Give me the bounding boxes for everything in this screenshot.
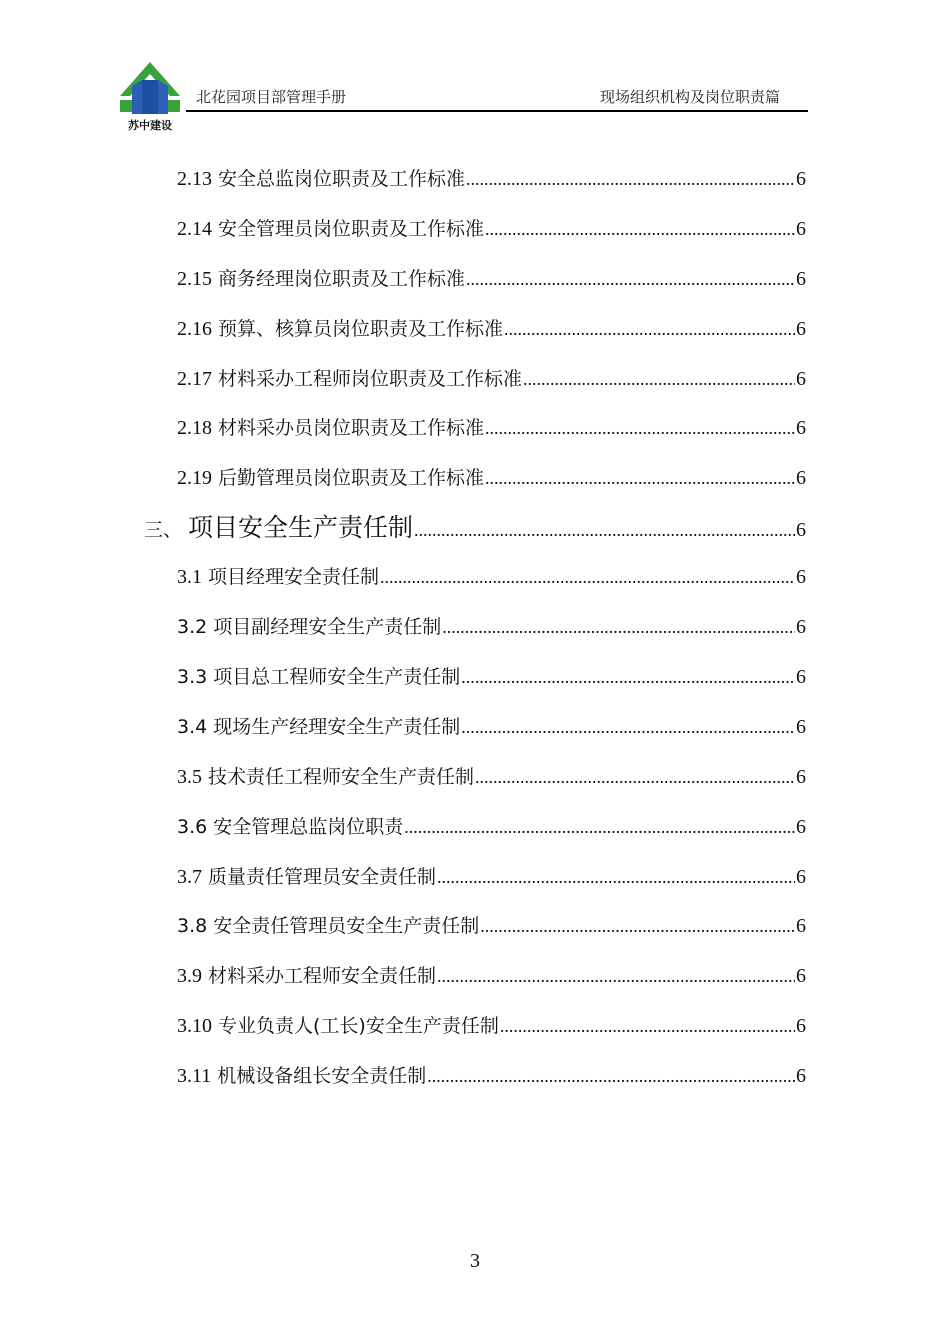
- toc-entry-title: 技术责任工程师安全生产责任制: [208, 766, 475, 788]
- svg-text:苏中建设: 苏中建设: [128, 119, 172, 132]
- toc-dot-leader: [404, 814, 795, 840]
- toc-entry[interactable]: [177, 465, 806, 491]
- toc-entry[interactable]: [177, 714, 806, 740]
- toc-dot-leader: [427, 1063, 795, 1089]
- toc-entry-page: 6: [796, 368, 806, 390]
- page-number: 3: [470, 1250, 480, 1272]
- header-manual-title: 北花园项目部管理手册: [196, 88, 347, 106]
- company-logo: [112, 56, 188, 134]
- toc-entry-page: 6: [796, 519, 806, 541]
- toc-entry-page: 6: [796, 467, 806, 489]
- toc-entry[interactable]: [177, 1013, 806, 1039]
- toc-dot-leader: [466, 166, 795, 192]
- toc-entry-number: 3.8: [177, 915, 208, 937]
- toc-dot-leader: [466, 266, 795, 292]
- toc-entry-page: 6: [796, 965, 806, 987]
- toc-entry-page: 6: [796, 616, 806, 638]
- toc-entry-title: 项目安全生产责任制: [188, 513, 414, 542]
- toc-entry-number: 3.5: [177, 766, 202, 788]
- toc-entry-title: 机械设备组长安全责任制: [217, 1065, 427, 1087]
- toc-entry-title: 项目副经理安全生产责任制: [213, 616, 442, 638]
- toc-entry-number: 2.17: [177, 368, 212, 390]
- toc-entry-page: 6: [796, 666, 806, 688]
- toc-entry-number: 2.18: [177, 417, 212, 439]
- toc-entry[interactable]: [177, 366, 806, 392]
- toc-dot-leader: [461, 714, 795, 740]
- toc-entry-number: 3.6: [177, 816, 208, 838]
- toc-dot-leader: [485, 465, 795, 491]
- toc-entry-title: 安全总监岗位职责及工作标准: [218, 168, 466, 190]
- toc-entry-number: 3.2: [177, 616, 208, 638]
- toc-entry-number: 2.14: [177, 218, 212, 240]
- toc-entry-number: 2.16: [177, 318, 212, 340]
- toc-entry-number: 3.1: [177, 566, 202, 588]
- toc-dot-leader: [414, 514, 795, 546]
- toc-dot-leader: [461, 664, 795, 690]
- toc-entry-page: 6: [796, 417, 806, 439]
- toc-dot-leader: [500, 1013, 795, 1039]
- toc-entry-number: 3.4: [177, 716, 208, 738]
- toc-dot-leader: [380, 564, 795, 590]
- toc-dot-leader: [480, 913, 795, 939]
- toc-entry-number: 3.10: [177, 1015, 212, 1037]
- toc-dot-leader: [437, 963, 795, 989]
- toc-dot-leader: [475, 764, 795, 790]
- toc-entry-title: 现场生产经理安全生产责任制: [213, 716, 461, 738]
- toc-entry-page: 6: [796, 1015, 806, 1037]
- toc-entry-page: 6: [796, 566, 806, 588]
- toc-entry-title: 材料采办工程师安全责任制: [208, 965, 437, 987]
- toc-entry[interactable]: [177, 913, 806, 939]
- toc-entry-title: 安全责任管理员安全生产责任制: [213, 915, 480, 937]
- toc-entry[interactable]: [177, 415, 806, 441]
- company-logo-graphic: [112, 56, 188, 134]
- toc-entry-title: 后勤管理员岗位职责及工作标准: [218, 467, 485, 489]
- toc-entry-page: 6: [796, 218, 806, 240]
- toc-entry-title: 预算、核算员岗位职责及工作标准: [218, 318, 504, 340]
- toc-dot-leader: [442, 614, 795, 640]
- toc-entry[interactable]: [177, 216, 806, 242]
- toc-entry-title: 材料采办员岗位职责及工作标准: [218, 417, 485, 439]
- toc-entry-title: 项目经理安全责任制: [208, 566, 380, 588]
- toc-entry-number: 三、: [144, 519, 183, 541]
- toc-entry[interactable]: [177, 814, 806, 840]
- toc-entry-title: 质量责任管理员安全责任制: [208, 866, 437, 888]
- toc-entry[interactable]: [177, 266, 806, 292]
- toc-chapter-entry[interactable]: [144, 512, 806, 546]
- toc-dot-leader: [485, 415, 795, 441]
- toc-entry[interactable]: [177, 316, 806, 342]
- toc-dot-leader: [437, 864, 795, 890]
- toc-entry-page: 6: [796, 816, 806, 838]
- toc-entry[interactable]: [177, 864, 806, 890]
- toc-entry-title: 商务经理岗位职责及工作标准: [218, 268, 466, 290]
- toc-entry[interactable]: [177, 614, 806, 640]
- toc-entry-number: 3.7: [177, 866, 202, 888]
- toc-entry-title: 专业负责人(工长)安全生产责任制: [218, 1015, 499, 1037]
- toc-entry-number: 3.11: [177, 1065, 212, 1087]
- toc-entry[interactable]: [177, 963, 806, 989]
- toc-entry-number: 3.3: [177, 666, 208, 688]
- toc-entry-number: 2.13: [177, 168, 212, 190]
- toc-entry[interactable]: [177, 764, 806, 790]
- toc-entry-page: 6: [796, 866, 806, 888]
- header-divider: [186, 110, 808, 112]
- toc-entry[interactable]: [177, 664, 806, 690]
- header-section-title: 现场组织机构及岗位职责篇: [599, 88, 780, 106]
- toc-entry[interactable]: [177, 1063, 806, 1089]
- toc-entry-page: 6: [796, 318, 806, 340]
- toc-entry-page: 6: [796, 915, 806, 937]
- toc-entry-number: 2.15: [177, 268, 212, 290]
- toc-entry[interactable]: [177, 564, 806, 590]
- toc-entry-number: 3.9: [177, 965, 202, 987]
- toc-entry-title: 安全管理员岗位职责及工作标准: [218, 218, 485, 240]
- toc-dot-leader: [485, 216, 795, 242]
- toc-entry-title: 材料采办工程师岗位职责及工作标准: [218, 368, 523, 390]
- toc-entry-page: 6: [796, 766, 806, 788]
- toc-entry-number: 2.19: [177, 467, 212, 489]
- toc-entry-page: 6: [796, 716, 806, 738]
- toc-entry-title: 项目总工程师安全生产责任制: [213, 666, 461, 688]
- toc-dot-leader: [504, 316, 795, 342]
- toc-entry-page: 6: [796, 168, 806, 190]
- toc-entry[interactable]: [177, 166, 806, 192]
- toc-entry-page: 6: [796, 268, 806, 290]
- toc-entry-title: 安全管理总监岗位职责: [213, 816, 404, 838]
- toc-dot-leader: [523, 366, 795, 392]
- toc-entry-page: 6: [796, 1065, 806, 1087]
